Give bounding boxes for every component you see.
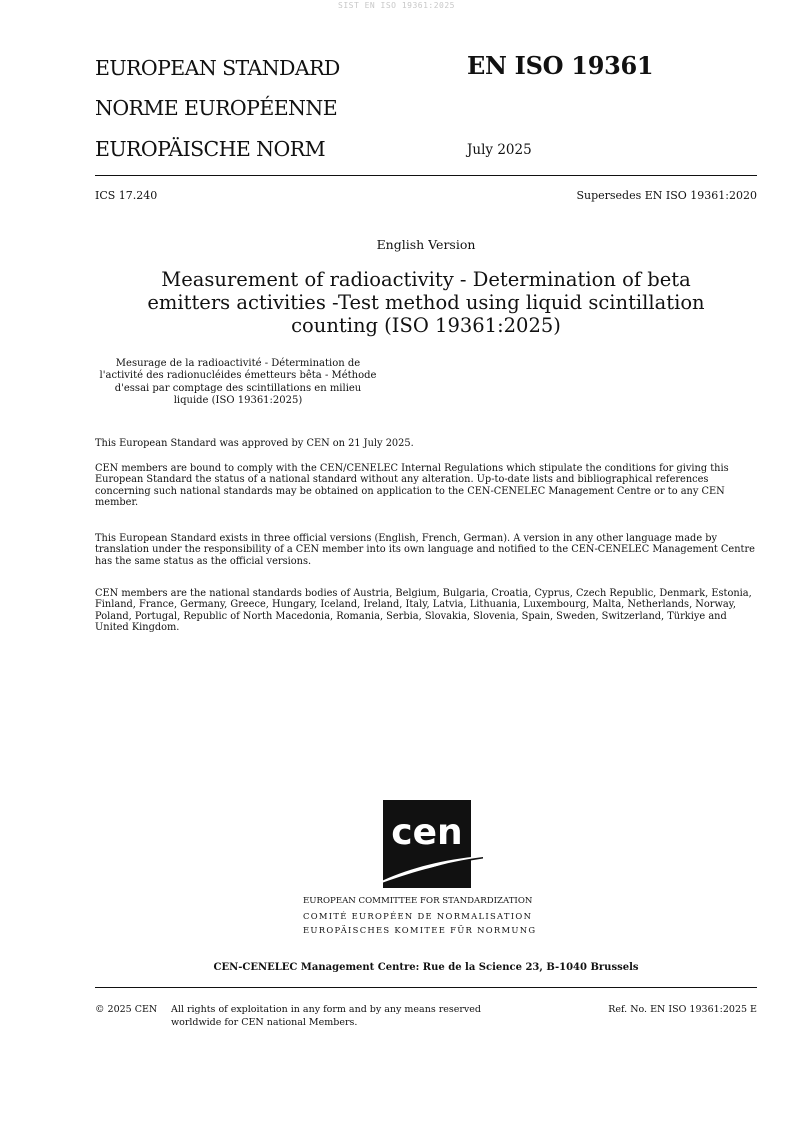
footer-divider (95, 987, 757, 988)
rights-line: All rights of exploitation in any form and by any means reserved (171, 1004, 482, 1015)
reference-number: Ref. No. EN ISO 19361:2025 E (608, 1004, 757, 1015)
document-title (95, 268, 757, 337)
french-title (95, 358, 381, 407)
committee-name-fr: COMITÉ EUROPÉEN DE NORMALISATION (303, 911, 533, 921)
french-title-line: d'essai par comptage des scintillations en milieu (114, 382, 362, 394)
approval-paragraph: This European Standard was approved by CEN on 21 July 2025. (95, 438, 414, 449)
standard-name-en: EUROPEAN STANDARD (95, 56, 340, 80)
title-line: emitters activities -Test method using liquid scintillation (147, 291, 705, 314)
management-centre-address: CEN-CENELEC Management Centre: Rue de la Science 23, B-1040 Brussels (213, 962, 639, 973)
title-line: Measurement of radioactivity - Determination of beta (161, 268, 691, 291)
committee-name-en: EUROPEAN COMMITTEE FOR STANDARDIZATION (303, 896, 533, 906)
title-line: counting (ISO 19361:2025) (291, 314, 561, 337)
standard-number: EN ISO 19361 (467, 51, 654, 80)
rights-statement (171, 1004, 521, 1029)
cen-logo (383, 800, 483, 890)
versions-paragraph: This European Standard exists in three official versions (English, French, German). A version in any other language made by translation under the responsibility of a CEN member into its own language and notified to the CEN-CENELEC Management Centre has the same status as the official versions. (95, 533, 755, 567)
standard-name-de: EUROPÄISCHE NORM (95, 137, 325, 161)
header-divider (95, 175, 757, 176)
committee-name-de: EUROPÄISCHES KOMITEE FÜR NORMUNG (303, 925, 537, 935)
publication-date: July 2025 (467, 142, 532, 158)
french-title-line: Mesurage de la radioactivité - Détermination de (115, 358, 361, 369)
cen-logo-text: cen (391, 812, 463, 853)
ics-code: ICS 17.240 (95, 189, 158, 202)
standard-name-fr: NORME EUROPÉENNE (95, 96, 338, 120)
watermark: SIST EN ISO 19361:2025 (338, 1, 455, 10)
members-paragraph: CEN members are the national standards bodies of Austria, Belgium, Bulgaria, Croatia, Cyprus, Czech Republic, Denmark, Estonia, Finland, France, Germany, Greece, Hungary, Iceland, Ireland, Italy, Latvia, Lithuania, Luxembourg, Malta, Netherlands, Norway, Poland, Portugal, Republic of North Macedonia, Romania, Serbia, Slovakia, Slovenia, Spain, Sweden, Switzerland, Türkiye and United Kingdom. (95, 588, 752, 633)
compliance-paragraph: CEN members are bound to comply with the CEN/CENELEC Internal Regulations which stipulate the conditions for giving this European Standard the status of a national standard without any alteration. Up-to-date lists and bibliographical references concerning such national standards may be obtained on application to the CEN-CENELEC Management Centre or to any CEN member. (95, 463, 729, 508)
version-label: English Version (376, 237, 476, 252)
french-title-line: l'activité des radionucléides émetteurs bêta - Méthode (99, 370, 377, 382)
french-title-line: liquide (ISO 19361:2025) (173, 394, 303, 406)
rights-line: worldwide for CEN national Members. (171, 1016, 358, 1028)
supersedes: Supersedes EN ISO 19361:2020 (576, 189, 757, 202)
copyright: © 2025 CEN (95, 1004, 158, 1015)
